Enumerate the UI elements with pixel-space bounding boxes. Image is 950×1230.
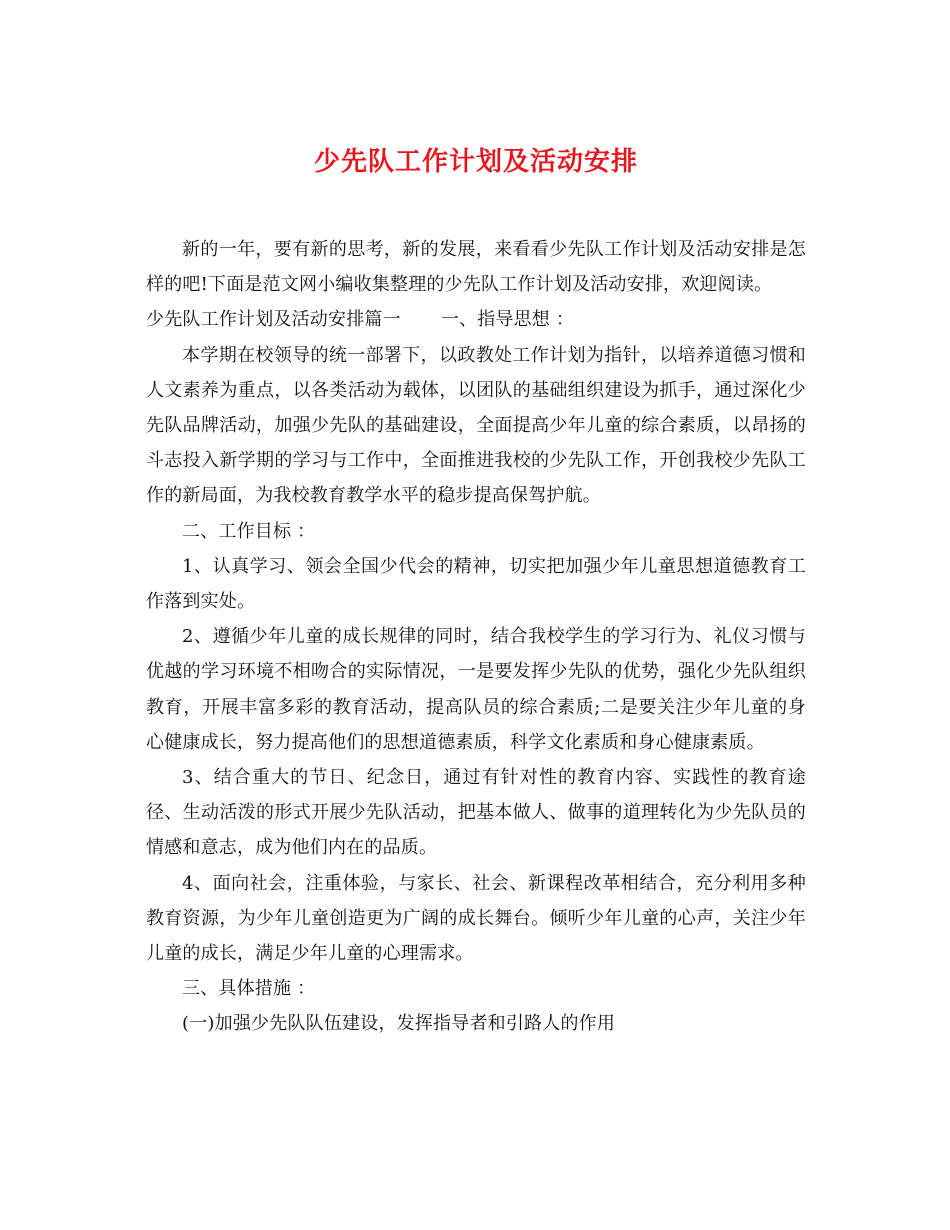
goal-1-paragraph: 1、认真学习、领会全国少代会的精神，切实把加强少年儿童思想道德教育工作落到实处。	[146, 555, 806, 613]
measure-1-paragraph: (一)加强少先队队伍建设，发挥指导者和引路人的作用	[182, 1013, 616, 1035]
section-header-right: 一、指导思想 ：	[440, 309, 575, 331]
goal-4-paragraph: 4、面向社会，注重体验，与家长、社会、新课程改革相结合，充分利用多种教育资源，为少年儿童创造更为广阔的成长舞台。倾听少年儿童的心声，关注少年儿童的成长，满足少年儿童的心理需求。	[146, 872, 806, 965]
goals-heading: 二、工作目标 ：	[182, 520, 316, 542]
intro-paragraph: 新的一年，要有新的思考，新的发展，来看看少先队工作计划及活动安排是怎样的吧!下面是范文网小编收集整理的少先队工作计划及活动安排，欢迎阅读。	[146, 239, 806, 296]
document-title: 少先队工作计划及活动安排	[313, 147, 638, 177]
document-page	[146, 140, 806, 1042]
goal-2-paragraph: 2、遵循少年儿童的成长规律的同时，结合我校学生的学习行为、礼仪习惯与优越的学习环境不相吻合的实际情况，一是要发挥少先队的优势，强化少先队组织教育，开展丰富多彩的教育活动，提高队员的综合素质;二是要关注少年儿童的身心健康成长，努力提高他们的思想道德素质，科学文化素质和身心健康素质。	[146, 626, 806, 753]
goal-3-paragraph: 3、结合重大的节日、纪念日，通过有针对性的教育内容、实践性的教育途径、生动活泼的形式开展少先队活动，把基本做人、做事的道理转化为少先队员的情感和意志，成为他们内在的品质。	[146, 767, 806, 859]
section-header-line	[146, 302, 806, 337]
section-header-left: 少先队工作计划及活动安排篇一	[146, 309, 401, 331]
guiding-thought-paragraph: 本学期在校领导的统一部署下，以政教处工作计划为指针，以培养道德习惯和人文素养为重点，以各类活动为载体，以团队的基础组织建设为抓手，通过深化少先队品牌活动，加强少先队的基础建设，全面提高少年儿童的综合素质，以昂扬的斗志投入新学期的学习与工作中，全面推进我校的少先队工作，开创我校少先队工作的新局面，为我校教育教学水平的稳步提高保驾护航。	[146, 344, 806, 507]
measures-heading: 三、具体措施 ：	[182, 978, 316, 1000]
